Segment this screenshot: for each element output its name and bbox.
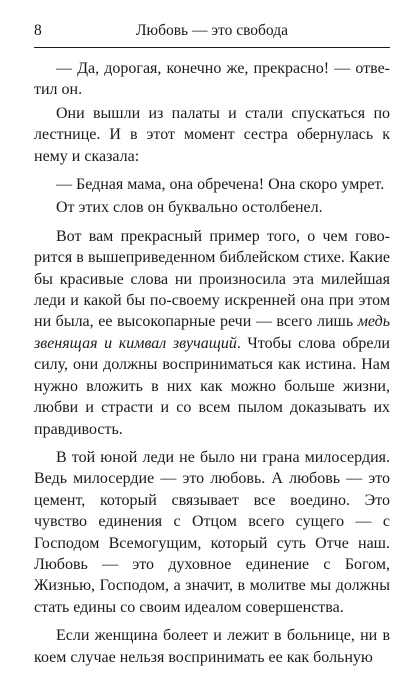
paragraph-bible-example-end: . Чтобы слова обрели силу, они должны восприниматься как истина. Нам нужно вложить в них как можно больше жизни, любви и страсти и со всем пылом доказывать их правдивость. xyxy=(34,334,390,438)
page-number: 8 xyxy=(34,22,42,39)
paragraph-dialogue-reply: — Да, дорогая, конечно же, прекрасно! — ответил он. xyxy=(34,60,390,99)
body-text xyxy=(34,58,390,668)
header-rule xyxy=(34,47,390,48)
paragraph-dialogue-sister: — Бедная мама, она обречена! Она скоро умрет. xyxy=(56,176,385,194)
running-title: Любовь — это свобода xyxy=(135,22,288,39)
paragraph-reaction: От этих слов он буквально остолбенел. xyxy=(56,199,323,217)
running-head xyxy=(34,20,390,42)
bible-quote: медь звенящая и кимвал звучащий xyxy=(34,313,390,352)
paragraph-bible-example xyxy=(34,226,390,440)
paragraph-bible-example-start: Вот вам прекрасный пример того, о чем говорится в вышеприведенном библейском стихе. Какие бы красивые слова ни произносила эта милейшая леди и какой бы по-своему искренней она при этом ни была, ее высокопарные речи — всего лишь xyxy=(34,227,390,331)
paragraph-staircase: Они вышли из палаты и стали спускаться по лестнице. И в этот момент сестра обернулась к нему и сказала: xyxy=(34,104,390,165)
paragraph-sick-woman: Если женщина болеет и лежит в больнице, ни в коем случае нельзя воспринимать ее как больную xyxy=(34,627,390,666)
paragraph-mercy-love: В той юной леди не было ни грана милосердия. Ведь милосердие — это любовь. А любовь — это цемент, который связывает все воедино. Это чувство единения с Отцом всего сущего — с Господом Всемогущим, который суть Отче наш. Любовь — это духовное единение с Богом, Жизнью, Господом, а значит, в молитве мы должны стать едины со своим идеалом совершенства. xyxy=(34,448,390,616)
book-page xyxy=(34,20,390,675)
